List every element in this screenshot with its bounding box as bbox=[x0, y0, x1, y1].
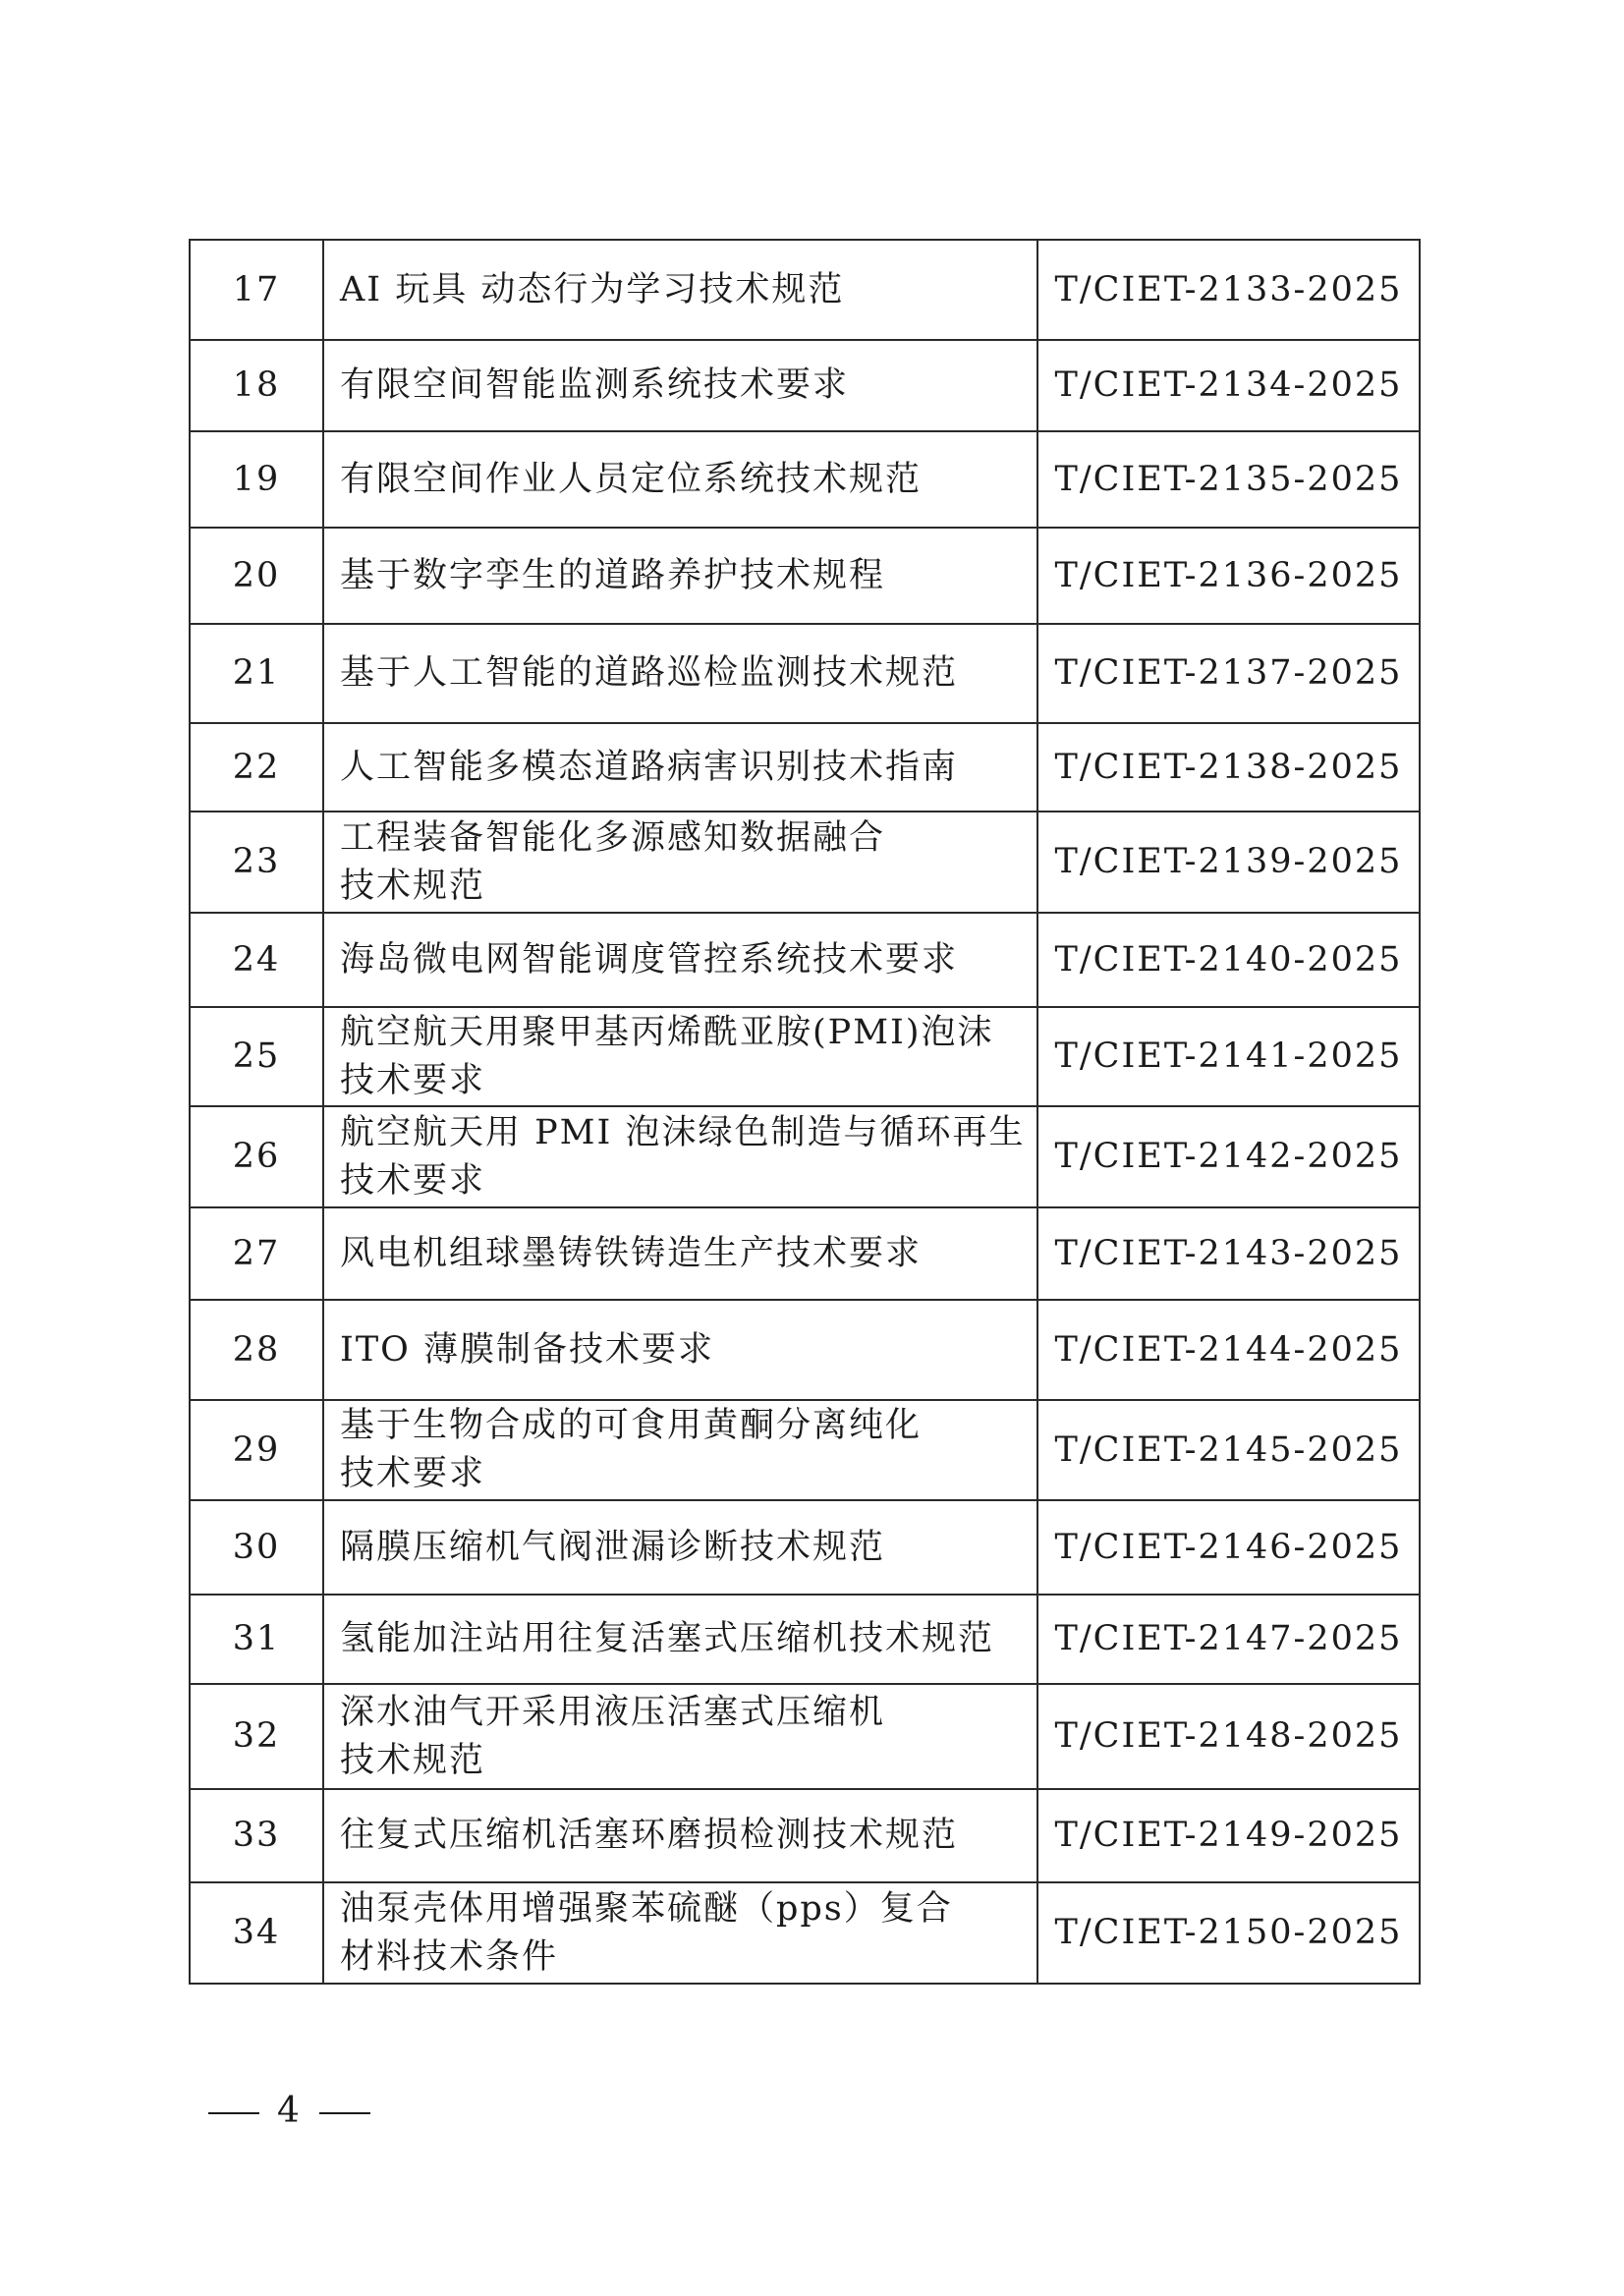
standard-name-line: 隔膜压缩机气阀泄漏诊断技术规范 bbox=[340, 1527, 886, 1567]
row-number: 33 bbox=[190, 1789, 323, 1882]
standard-name bbox=[323, 1300, 1037, 1400]
table-row bbox=[190, 723, 1420, 812]
standard-name-line: 往复式压缩机活塞环磨损检测技术规范 bbox=[340, 1816, 959, 1855]
row-number: 28 bbox=[190, 1300, 323, 1400]
standard-name-line: 工程装备智能化多源感知数据融合 bbox=[340, 817, 886, 858]
row-number: 30 bbox=[190, 1500, 323, 1595]
row-number: 22 bbox=[190, 723, 323, 812]
row-number: 23 bbox=[190, 812, 323, 913]
standard-code: T/CIET-2145-2025 bbox=[1037, 1400, 1420, 1500]
standard-name-line: 技术要求 bbox=[340, 1160, 486, 1201]
row-number: 31 bbox=[190, 1595, 323, 1684]
table-body bbox=[190, 240, 1420, 1984]
standard-name-line: 深水油气开采用液压活塞式压缩机 bbox=[340, 1692, 886, 1732]
standard-code: T/CIET-2146-2025 bbox=[1037, 1500, 1420, 1595]
standard-name-line: 航空航天用聚甲基丙烯酰亚胺(PMI)泡沫 bbox=[340, 1012, 994, 1052]
standard-name bbox=[323, 723, 1037, 812]
standard-name-line: 油泵壳体用增强聚苯硫醚（pps）复合 bbox=[340, 1888, 953, 1929]
standard-name bbox=[323, 1789, 1037, 1882]
row-number: 18 bbox=[190, 340, 323, 431]
table-row bbox=[190, 240, 1420, 340]
standard-name-line: 技术要求 bbox=[340, 1060, 486, 1100]
footer-dash-left bbox=[208, 2112, 259, 2114]
table-row bbox=[190, 1300, 1420, 1400]
standard-code: T/CIET-2150-2025 bbox=[1037, 1882, 1420, 1984]
standard-code: T/CIET-2138-2025 bbox=[1037, 723, 1420, 812]
row-number: 20 bbox=[190, 528, 323, 624]
standard-name bbox=[323, 1106, 1037, 1207]
table-row bbox=[190, 1400, 1420, 1500]
table-row bbox=[190, 528, 1420, 624]
table-row bbox=[190, 1007, 1420, 1106]
standard-name bbox=[323, 1207, 1037, 1300]
row-number: 17 bbox=[190, 240, 323, 340]
standard-name-line: 风电机组球墨铸铁铸造生产技术要求 bbox=[340, 1233, 923, 1273]
standard-code: T/CIET-2148-2025 bbox=[1037, 1684, 1420, 1789]
standard-name-line: 材料技术条件 bbox=[340, 1936, 559, 1977]
standard-name-line: 技术规范 bbox=[340, 866, 486, 906]
standard-name bbox=[323, 1684, 1037, 1789]
standard-name bbox=[323, 812, 1037, 913]
table-row bbox=[190, 340, 1420, 431]
standard-code: T/CIET-2135-2025 bbox=[1037, 431, 1420, 528]
row-number: 25 bbox=[190, 1007, 323, 1106]
table-row bbox=[190, 431, 1420, 528]
standard-code: T/CIET-2140-2025 bbox=[1037, 913, 1420, 1007]
standard-name-line: 基于生物合成的可食用黄酮分离纯化 bbox=[340, 1406, 923, 1445]
standard-code: T/CIET-2142-2025 bbox=[1037, 1106, 1420, 1207]
standards-table bbox=[189, 239, 1421, 1985]
page-number: 4 bbox=[277, 2091, 302, 2131]
standard-name bbox=[323, 1595, 1037, 1684]
standard-code: T/CIET-2149-2025 bbox=[1037, 1789, 1420, 1882]
standard-code: T/CIET-2133-2025 bbox=[1037, 240, 1420, 340]
table-row bbox=[190, 1500, 1420, 1595]
page-footer bbox=[208, 2091, 370, 2131]
standard-name bbox=[323, 913, 1037, 1007]
standard-code: T/CIET-2136-2025 bbox=[1037, 528, 1420, 624]
standard-name bbox=[323, 1882, 1037, 1984]
standard-code: T/CIET-2144-2025 bbox=[1037, 1300, 1420, 1400]
footer-dash-right bbox=[319, 2112, 370, 2114]
row-number: 29 bbox=[190, 1400, 323, 1500]
row-number: 32 bbox=[190, 1684, 323, 1789]
standard-code: T/CIET-2141-2025 bbox=[1037, 1007, 1420, 1106]
standard-name bbox=[323, 624, 1037, 723]
standard-name-line: 有限空间智能监测系统技术要求 bbox=[340, 365, 850, 405]
standard-name bbox=[323, 431, 1037, 528]
row-number: 27 bbox=[190, 1207, 323, 1300]
standard-name-line: 航空航天用 PMI 泡沫绿色制造与循环再生 bbox=[340, 1112, 1026, 1152]
standard-code: T/CIET-2147-2025 bbox=[1037, 1595, 1420, 1684]
standard-name-line: 有限空间作业人员定位系统技术规范 bbox=[340, 459, 923, 499]
table-row bbox=[190, 1207, 1420, 1300]
standard-name-line: 人工智能多模态道路病害识别技术指南 bbox=[340, 747, 959, 787]
standard-name bbox=[323, 1007, 1037, 1106]
table-row bbox=[190, 1684, 1420, 1789]
standard-name-line: 基于人工智能的道路巡检监测技术规范 bbox=[340, 653, 959, 693]
row-number: 34 bbox=[190, 1882, 323, 1984]
table-row bbox=[190, 913, 1420, 1007]
row-number: 21 bbox=[190, 624, 323, 723]
table-row bbox=[190, 812, 1420, 913]
table-row bbox=[190, 1595, 1420, 1684]
standard-code: T/CIET-2134-2025 bbox=[1037, 340, 1420, 431]
standard-name-line: 基于数字孪生的道路养护技术规程 bbox=[340, 555, 886, 595]
standard-name-line: 氢能加注站用往复活塞式压缩机技术规范 bbox=[340, 1619, 995, 1658]
table-row bbox=[190, 1882, 1420, 1984]
standard-name-line: AI 玩具 动态行为学习技术规范 bbox=[340, 269, 845, 309]
standard-name bbox=[323, 240, 1037, 340]
table-row bbox=[190, 1106, 1420, 1207]
table-row bbox=[190, 624, 1420, 723]
row-number: 19 bbox=[190, 431, 323, 528]
row-number: 26 bbox=[190, 1106, 323, 1207]
standard-name bbox=[323, 528, 1037, 624]
table-row bbox=[190, 1789, 1420, 1882]
standard-name-line: 海岛微电网智能调度管控系统技术要求 bbox=[340, 939, 959, 980]
standard-name bbox=[323, 340, 1037, 431]
standard-name-line: 技术规范 bbox=[340, 1740, 486, 1780]
standard-code: T/CIET-2143-2025 bbox=[1037, 1207, 1420, 1300]
standard-name bbox=[323, 1400, 1037, 1500]
standard-name-line: ITO 薄膜制备技术要求 bbox=[340, 1329, 714, 1370]
standard-code: T/CIET-2137-2025 bbox=[1037, 624, 1420, 723]
row-number: 24 bbox=[190, 913, 323, 1007]
standard-code: T/CIET-2139-2025 bbox=[1037, 812, 1420, 913]
standard-name bbox=[323, 1500, 1037, 1595]
standard-name-line: 技术要求 bbox=[340, 1454, 486, 1493]
